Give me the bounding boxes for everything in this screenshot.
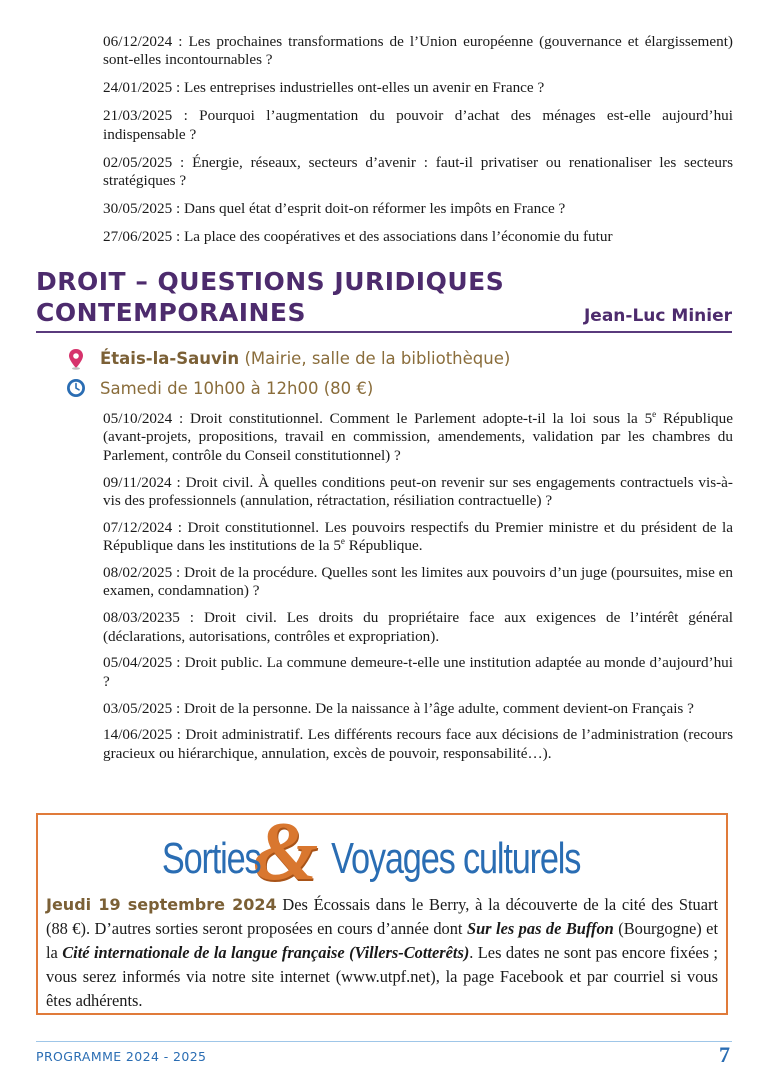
session-entry: 30/05/2025 : Dans quel état d’esprit doit-on réformer les impôts en France ?: [103, 199, 566, 217]
page-number: 7: [719, 1042, 730, 1067]
outings-description: Jeudi 19 septembre 2024 Des Écossais dans le Berry, à la découverte de la cité des Stuart (88 €). D’autres sorties seront proposées en cours d’année dont Sur les pas de Buffon (Bourgogne) et la Cité internationale de la langue française (Villers-Cotterêts). Les dates ne sont pas encore fixées ; vous serez informés via notre site internet (www.utpf.net), la page Facebook et par courriel si vous êtes adhérents.: [46, 895, 719, 1010]
section-divider: [36, 331, 732, 333]
instructor-name: Jean-Luc Minier: [583, 306, 732, 326]
session-entry: 06/12/2024 : Les prochaines transformations de l’Union européenne (gouvernance et élargissement) sont-elles incontournables ?: [103, 33, 733, 69]
session-entry: 05/10/2024 : Droit constitutionnel. Comment le Parlement adopte-t-il la loi sous la 5e République (avant-projets, propositions, travail en commission, amendements, validation par les chambres du Parlement, contrôle du Conseil constitutionnel) ?: [103, 408, 733, 464]
outing-date: Jeudi 19 septembre 2024: [46, 895, 277, 914]
session-entry: 05/04/2025 : Droit public. La commune demeure-t-elle une institution adaptée au monde d’aujourd’hui ?: [103, 654, 733, 690]
session-entry: 03/05/2025 : Droit de la personne. De la naissance à l’âge adulte, comment devient-on Français ?: [103, 699, 694, 717]
footer-label: PROGRAMME 2024 - 2025: [36, 1049, 207, 1064]
session-entry: 07/12/2024 : Droit constitutionnel. Les pouvoirs respectifs du Premier ministre et du président de la République dans les institutions de la 5e République.: [103, 518, 733, 555]
session-entry: 08/02/2025 : Droit de la procédure. Quelles sont les limites aux pouvoirs d’un juge (poursuites, mise en examen, condamnation) ?: [103, 564, 733, 600]
outings-box: [36, 805, 728, 1015]
outings-title-left: Sorties: [162, 833, 261, 883]
session-entry: 02/05/2025 : Énergie, réseaux, secteurs d’avenir : faut-il privatiser ou renationaliser les secteurs stratégiques ?: [103, 153, 733, 189]
session-entry: 08/03/20235 : Droit civil. Les droits du propriétaire face aux exigences de l’intérêt général (déclarations, autorisations, contrôles et expropriation).: [103, 609, 733, 645]
section-title: DROIT – QUESTIONS JURIDIQUES CONTEMPORAINES: [36, 267, 505, 327]
outings-title-right: Voyages culturels: [331, 833, 581, 883]
map-pin-icon: [66, 348, 86, 368]
schedule-text: Samedi de 10h00 à 12h00 (80 €): [100, 378, 374, 398]
previous-session-list: [103, 33, 733, 256]
outings-heading: [38, 805, 726, 898]
ampersand-ornament: &: [252, 805, 319, 898]
location-name: Étais-la-Sauvin: [100, 348, 240, 368]
schedule-row: [66, 378, 373, 398]
clock-icon: [66, 378, 86, 398]
location-detail: (Mairie, salle de la bibliothèque): [244, 348, 511, 368]
session-entry: 24/01/2025 : Les entreprises industrielles ont-elles un avenir en France ?: [103, 79, 545, 97]
location-row: [66, 348, 510, 368]
footer-divider: [36, 1041, 732, 1042]
session-entry: 27/06/2025 : La place des coopératives et des associations dans l’économie du futur: [103, 227, 613, 245]
session-entry: 21/03/2025 : Pourquoi l’augmentation du pouvoir d’achat des ménages est-elle aujourd’hui indispensable ?: [103, 107, 733, 143]
law-session-list: [103, 410, 733, 772]
session-entry: 14/06/2025 : Droit administratif. Les différents recours face aux décisions de l’administration (recours gracieux ou hiérarchique, annulation, excès de pouvoir, responsabilité…).: [103, 726, 733, 762]
session-entry: 09/11/2024 : Droit civil. À quelles conditions peut-on revenir sur ses engagements contractuels vis-à-vis des professionnels (annulation, rétractation, résiliation contractuelle) ?: [103, 473, 733, 510]
